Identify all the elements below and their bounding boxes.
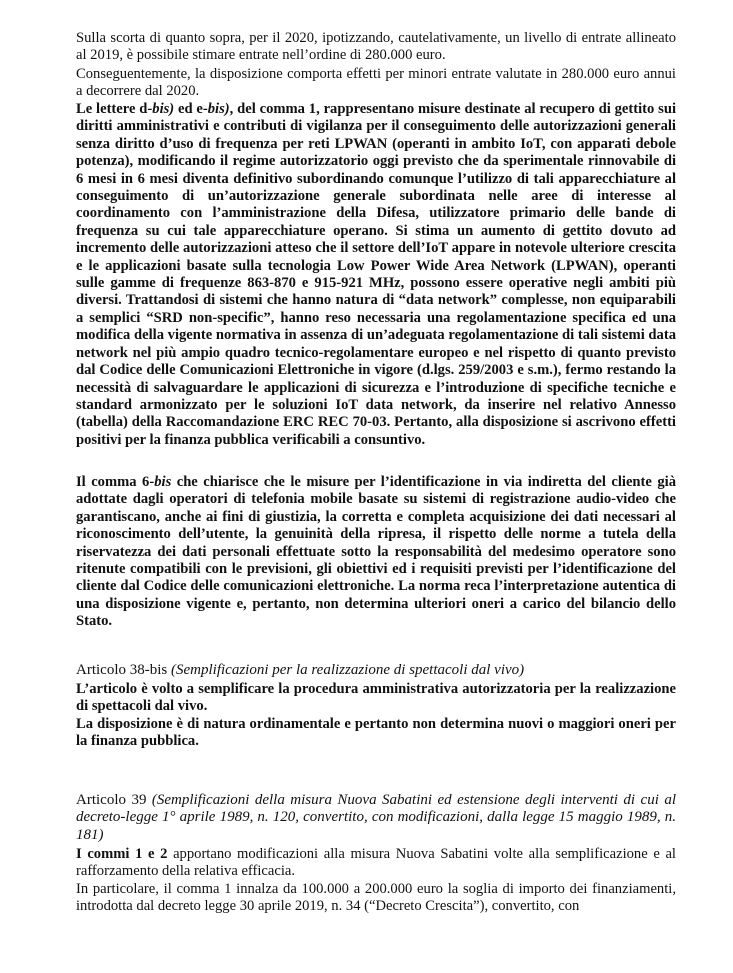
text-fragment-bold: I commi 1 e 2	[76, 846, 168, 862]
text-fragment: che chiarisce che le misure per l’identificazione in via indiretta del cliente già adottate dagli operatori di telefonia mobile basate su sistemi di registrazione audio-video che garantiscano, anche ai fini di giustizia, la corretta e completa acquisizione dei dati necessari al riconoscimento dell’utente, la genuinità della ripresa, il rispetto delle norme a tutela della riservatezza dei dati personali effettuate sotto la responsabilità del medesimo operatore sono ritenute compatibili con le previsioni, gli obiettivi ed i requisiti previsti per l’identificazione del cliente dal Codice delle comunicazioni elettroniche. La norma reca l’interpretazione autentica di una disposizione vigente e, pertanto, non determina ulteriori oneri a carico del bilancio dello Stato.	[76, 474, 677, 630]
text-fragment-italic: bis	[154, 474, 172, 490]
article-39-paragraph-2: In particolare, il comma 1 innalza da 100.000 a 200.000 euro la soglia di importo dei finanziamenti, introdotta dal decreto legge 30 aprile 2019, n. 34 (“Decreto Crescita”), convertito, con	[76, 881, 676, 915]
text-fragment: , del comma 1, rappresentano misure destinate al recupero di gettito sui diritti amministrativi e contributi di vigilanza per il conseguimento delle autorizzazioni generali senza diritto d’uso di frequenza per reti LPWAN (operanti in ambito IoT, con apparati debole potenza), modificando il regime autorizzatorio oggi previsto che da sperimentale rinnovabile di 6 mesi in 6 mesi diventa definitivo subordinando comunque l’utilizzo di tali apparecchiature al conseguimento di un’autorizzazione generale subordinata nelle aree di interesse al coordinamento con l’amministrazione della Difesa, utilizzatore primario delle bande di frequenza su cui tale apparecchiature operano. Si stima un aumento di gettito dovuto ad incremento delle autorizzazioni atteso che il settore dell’IoT appare in notevole ulteriore crescita e le applicazioni basate sulla tecnologia Low Power Wide Area Network (LPWAN), operanti sulle gamme di frequenze 863-870 e 915-921 MHz, possono essere operative negli ambiti più diversi. Trattandosi di sistemi che hanno natura di “data network” complesse, non equiparabili a semplici “SRD non-specific”, hanno reso necessaria una regolamentazione specifica ed una modifica della vigente normativa in assenza di un’adeguata regolamentazione di tali sistemi data network nel più ampio quadro tecnico-regolamentare europeo e nel rispetto di quanto previsto dal Codice delle Comunicazioni Elettroniche in vigore (d.lgs. 259/2003 e s.m.), fermo restando la necessità di salvaguardare le applicazioni di sicurezza e l’introduzione di specifiche tecniche e standard armonizzato per le soluzioni IoT data network, da inserire nel relativo Annesso (tabella) della Raccomandazione ERC REC 70-03. Pertanto, alla disposizione si ascrivono effetti positivi per la finanza pubblica verificabili a consuntivo.	[76, 101, 677, 448]
text-fragment-italic: bis)	[207, 101, 230, 117]
article-39-heading	[76, 792, 676, 844]
article-label: Articolo 38-bis	[76, 662, 171, 678]
text-fragment-italic: bis)	[152, 101, 175, 117]
article-38bis-paragraph-2: La disposizione è di natura ordinamentale e pertanto non determina nuovi o maggiori oneri per la finanza pubblica.	[76, 716, 676, 750]
article-38bis-paragraph-1: L’articolo è volto a semplificare la procedura amministrativa autorizzatoria per la realizzazione di spettacoli dal vivo.	[76, 681, 676, 715]
article-title: (Semplificazioni della misura Nuova Sabatini ed estensione degli interventi di cui al decreto-legge 1° aprile 1989, n. 120, convertito, con modificazioni, dalla legge 15 maggio 1989, n. 181)	[76, 792, 676, 843]
paragraph-comma-6bis	[76, 474, 676, 631]
paragraph-lpwan	[76, 101, 676, 449]
article-title: (Semplificazioni per la realizzazione di spettacoli dal vivo)	[171, 662, 525, 678]
paragraph-minori-entrate: Conseguentemente, la disposizione comporta effetti per minori entrate valutate in 280.000 euro annui a decorrere dal 2020.	[76, 66, 676, 100]
article-38bis-heading	[76, 662, 676, 679]
text-fragment: ed e-	[174, 101, 208, 117]
article-39-paragraph-1	[76, 846, 676, 881]
article-label: Articolo 39	[76, 792, 152, 808]
paragraph-entrate-2020: Sulla scorta di quanto sopra, per il 2020, ipotizzando, cautelativamente, un livello di entrate allineato al 2019, è possibile stimare entrate nell’ordine di 280.000 euro.	[76, 30, 676, 64]
text-fragment: apportano modificazioni alla misura Nuova Sabatini volte alla semplificazione e al rafforzamento della relativa efficacia.	[76, 846, 676, 880]
text-fragment: Il comma 6-	[76, 474, 155, 490]
text-fragment: Le lettere d-	[76, 101, 153, 117]
